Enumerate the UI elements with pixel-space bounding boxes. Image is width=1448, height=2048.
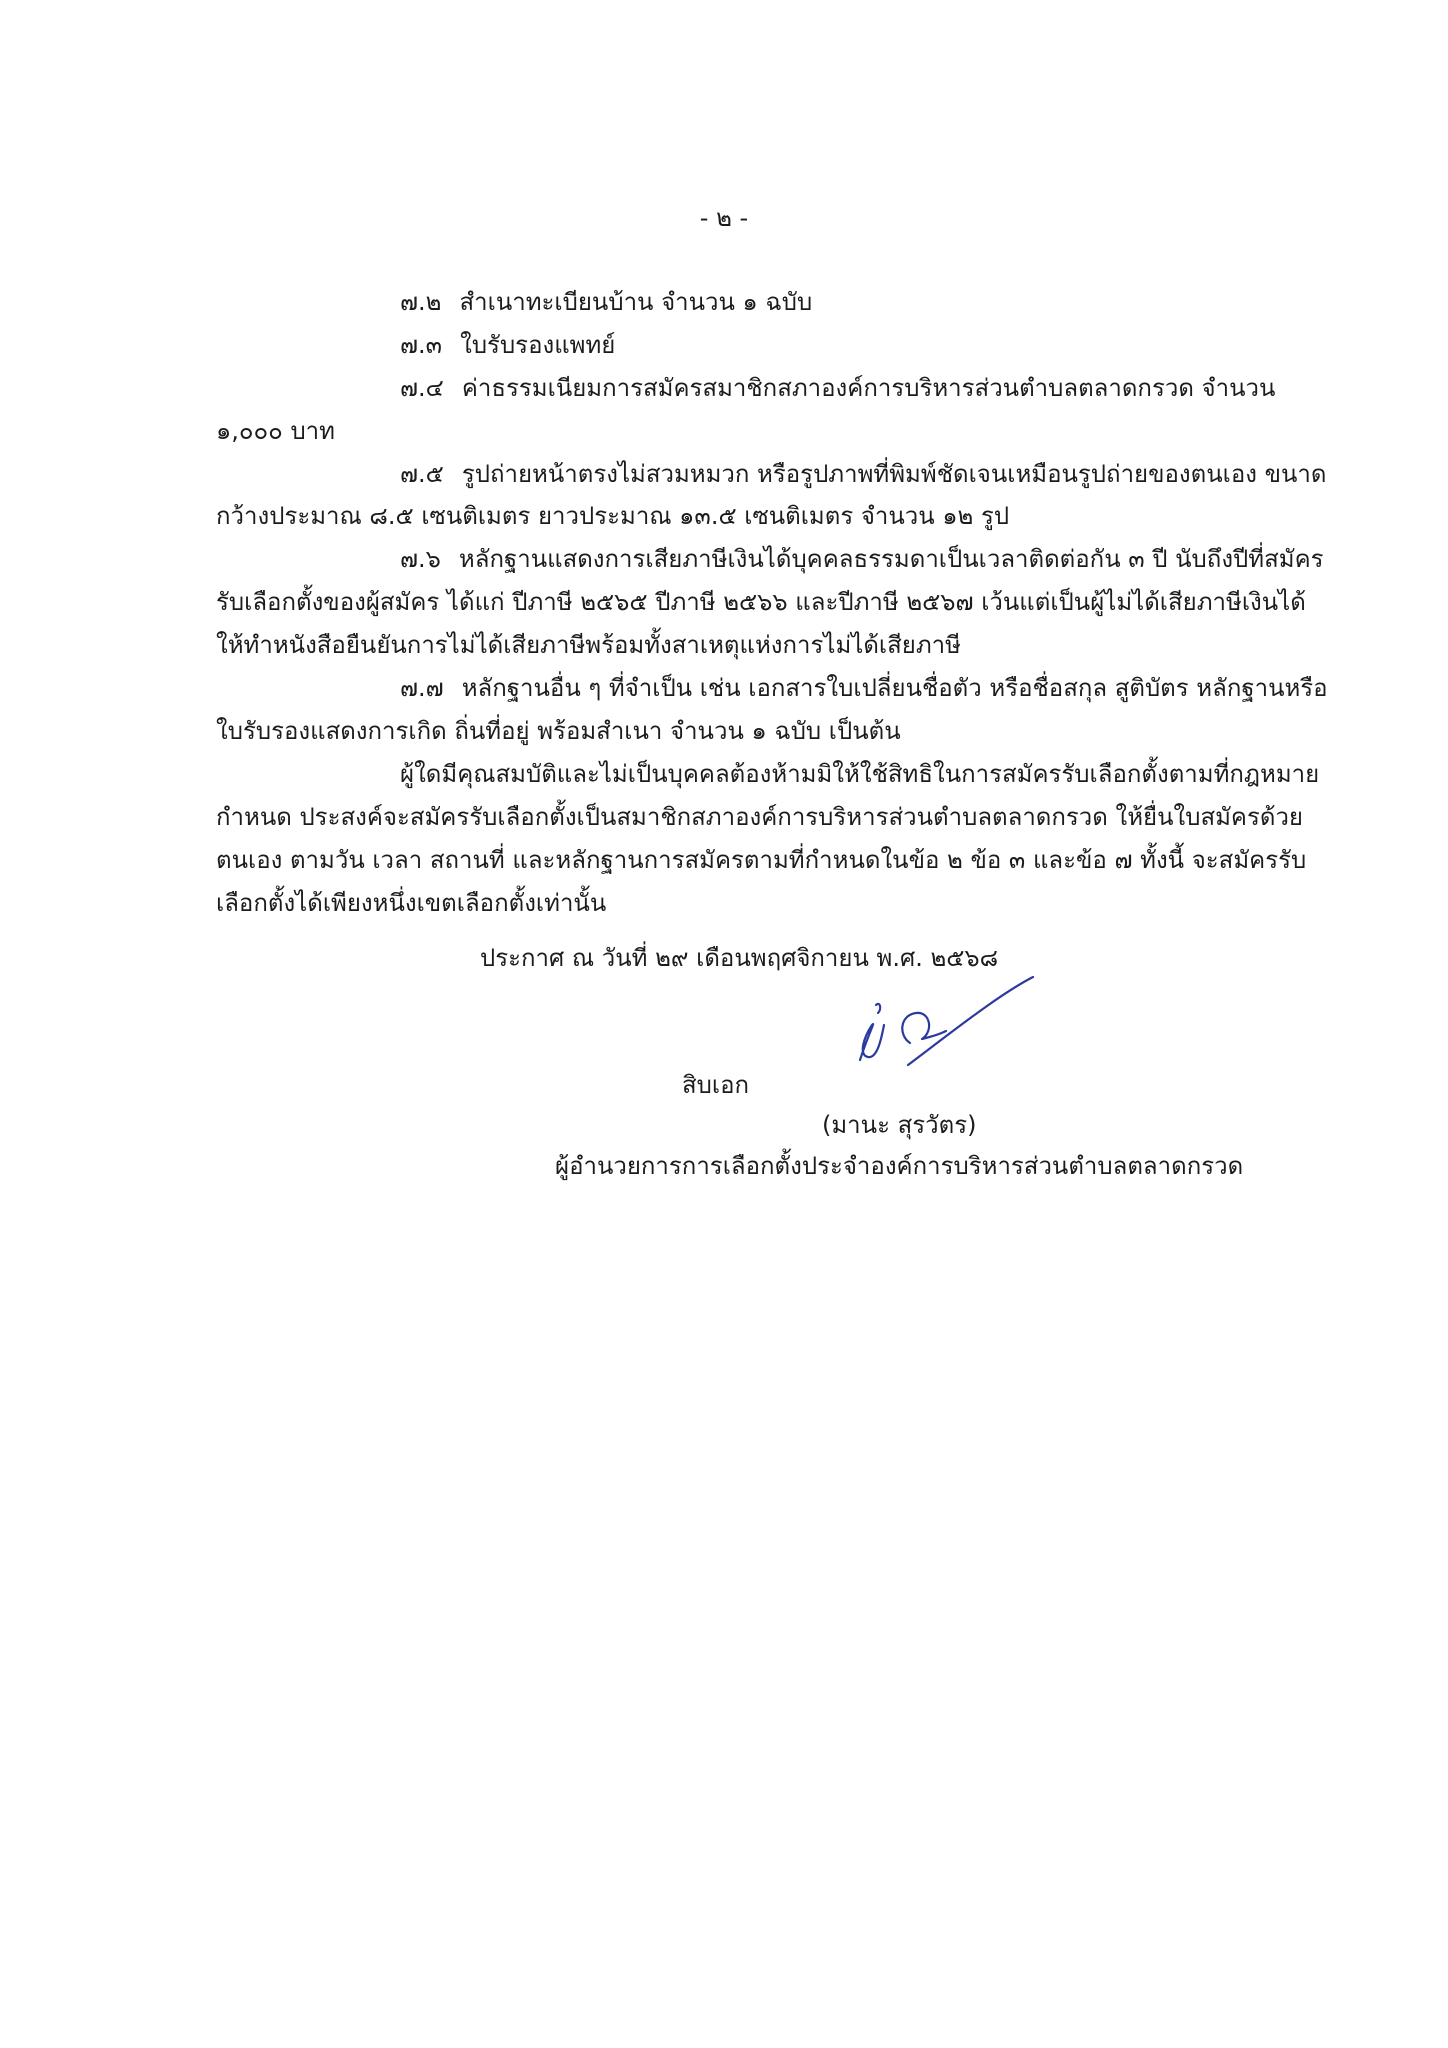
item-text: ใบรับรองแพทย์ — [460, 331, 616, 359]
item-label: ๗.๔ — [400, 374, 444, 402]
item-label: ๗.๗ — [400, 674, 444, 702]
signer-name: (มานะ สุรวัตร) — [822, 1111, 977, 1139]
item-continuation: ใบรับรองแสดงการเกิด ถิ่นที่อยู่ พร้อมสำเนา จำนวน ๑ ฉบับ เป็นต้น — [216, 717, 901, 745]
item-label: ๗.๓ — [400, 331, 443, 359]
announcement-date: ประกาศ ณ วันที่ ๒๙ เดือนพฤศจิกายน พ.ศ. ๒๕๖๘ — [480, 944, 999, 972]
closing-paragraph-line: ผู้ใดมีคุณสมบัติและไม่เป็นบุคคลต้องห้ามมิให้ใช้สิทธิในการสมัครรับเลือกตั้งตามที่กฎหมาย — [400, 760, 1320, 788]
item-text: หลักฐานแสดงการเสียภาษีเงินได้บุคคลธรรมดาเป็นเวลาติดต่อกัน ๓ ปี นับถึงปีที่สมัคร — [458, 545, 1324, 573]
list-item — [400, 327, 615, 363]
item-text: ค่าธรรมเนียมการสมัครสมาชิกสภาองค์การบริหารส่วนตำบลตลาดกรวด จำนวน — [461, 374, 1276, 402]
item-label: ๗.๕ — [400, 460, 444, 488]
item-label: ๗.๖ — [400, 545, 441, 573]
closing-paragraph-line: เลือกตั้งได้เพียงหนึ่งเขตเลือกตั้งเท่านั้น — [216, 889, 607, 917]
signer-position: ผู้อำนวยการการเลือกตั้งประจำองค์การบริหารส่วนตำบลตลาดกรวด — [555, 1152, 1244, 1180]
item-continuation: รับเลือกตั้งของผู้สมัคร ได้แก่ ปีภาษี ๒๕๖๕ ปีภาษี ๒๕๖๖ และปีภาษี ๒๕๖๗ เว้นแต่เป็นผู้ไม่ได้เสียภาษีเงินได้ — [216, 588, 1306, 616]
handwritten-signature — [838, 965, 1038, 1105]
item-text: สำเนาทะเบียนบ้าน จำนวน ๑ ฉบับ — [459, 288, 813, 316]
closing-paragraph-line: กำหนด ประสงค์จะสมัครรับเลือกตั้งเป็นสมาชิกสภาองค์การบริหารส่วนตำบลตลาดกรวด ให้ยื่นใบสมัครด้วย — [216, 803, 1303, 831]
item-text: หลักฐานอื่น ๆ ที่จำเป็น เช่น เอกสารใบเปลี่ยนชื่อตัว หรือชื่อสกุล สูติบัตร หลักฐานหรือ — [461, 674, 1328, 702]
list-item — [400, 670, 1328, 706]
page-number: - ๒ - — [699, 204, 749, 232]
list-item — [400, 284, 812, 320]
list-item — [400, 541, 1324, 577]
item-continuation: ๑,๐๐๐ บาท — [216, 417, 335, 445]
item-continuation: กว้างประมาณ ๘.๕ เซนติเมตร ยาวประมาณ ๑๓.๕ เซนติเมตร จำนวน ๑๒ รูป — [216, 502, 1010, 530]
item-text: รูปถ่ายหน้าตรงไม่สวมหมวก หรือรูปภาพที่พิมพ์ชัดเจนเหมือนรูปถ่ายของตนเอง ขนาด — [461, 460, 1327, 488]
closing-paragraph-line: ตนเอง ตามวัน เวลา สถานที่ และหลักฐานการสมัครตามที่กำหนดในข้อ ๒ ข้อ ๓ และข้อ ๗ ทั้งนี้ จะสมัครรับ — [216, 846, 1307, 874]
item-label: ๗.๒ — [400, 288, 442, 316]
list-item — [400, 456, 1326, 492]
item-continuation: ให้ทำหนังสือยืนยันการไม่ได้เสียภาษีพร้อมทั้งสาเหตุแห่งการไม่ได้เสียภาษี — [216, 631, 961, 659]
list-item — [400, 370, 1275, 406]
signer-rank: สิบเอก — [682, 1071, 750, 1099]
